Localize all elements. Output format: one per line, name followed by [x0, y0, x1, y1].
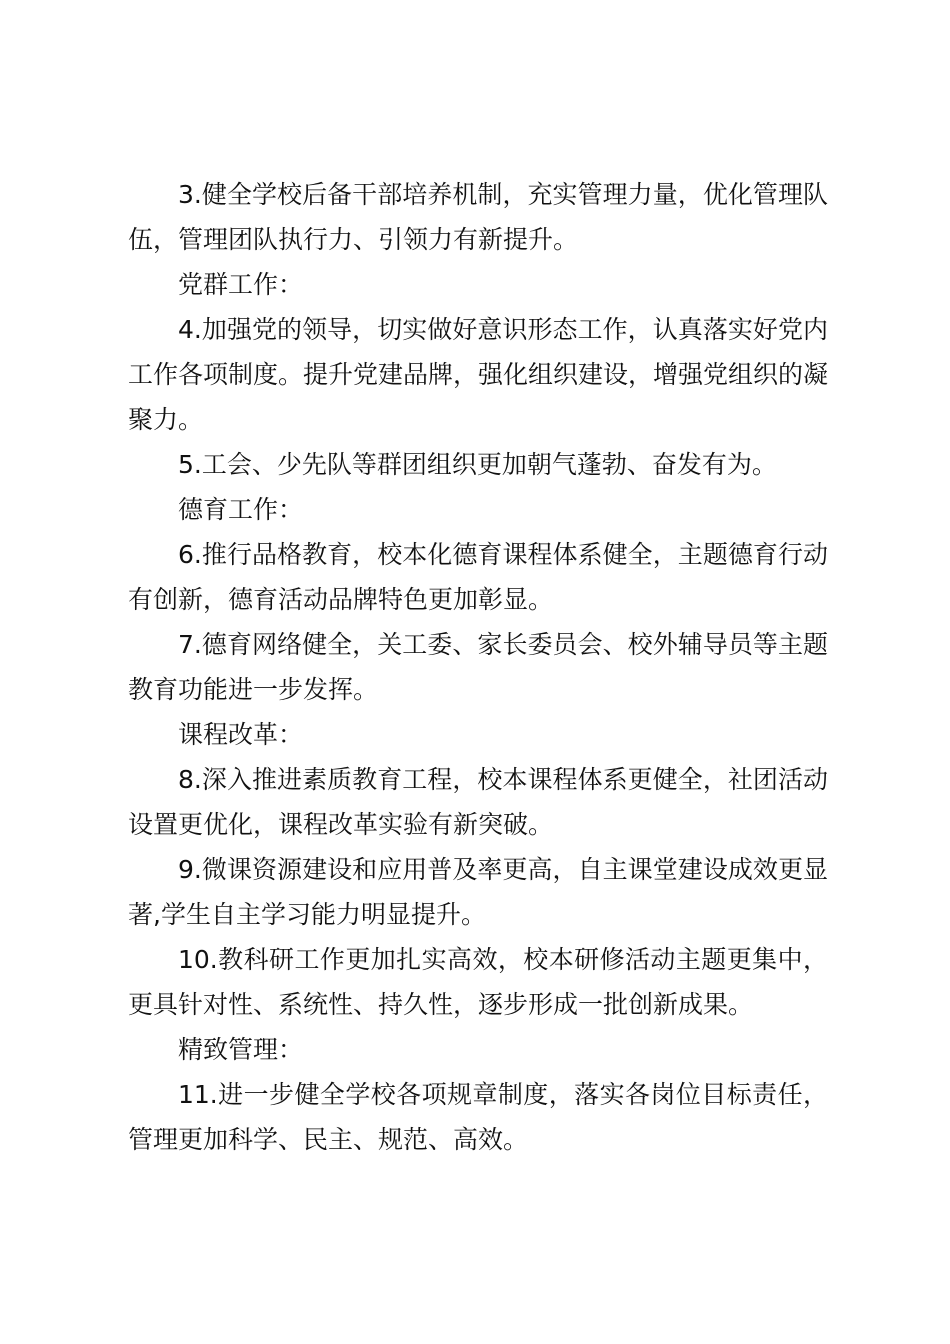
- paragraph-item-11: 11.进一步健全学校各项规章制度，落实各岗位目标责任，管理更加科学、民主、规范、高效。: [128, 1080, 828, 1154]
- document-body: [128, 172, 828, 1162]
- paragraph-item-4: 4.加强党的领导，切实做好意识形态工作，认真落实好党内工作各项制度。提升党建品牌，强化组织建设，增强党组织的凝聚力。: [128, 315, 829, 434]
- section-heading-curriculum-reform: 课程改革：: [178, 720, 304, 749]
- paragraph-item-10: 10.教科研工作更加扎实高效，校本研修活动主题更集中，更具针对性、系统性、持久性，逐步形成一批创新成果。: [128, 945, 828, 1019]
- section-heading-moral-education: 德育工作：: [178, 495, 304, 524]
- paragraph-item-5: 5.工会、少先队等群团组织更加朝气蓬勃、奋发有为。: [178, 450, 777, 479]
- paragraph-item-7: 7.德育网络健全，关工委、家长委员会、校外辅导员等主题教育功能进一步发挥。: [128, 630, 828, 704]
- paragraph-item-6: 6.推行品格教育，校本化德育课程体系健全，主题德育行动有创新，德育活动品牌特色更加彰显。: [128, 540, 828, 614]
- paragraph-item-8: 8.深入推进素质教育工程，校本课程体系更健全，社团活动设置更优化，课程改革实验有新突破。: [128, 765, 828, 839]
- paragraph-item-9: 9.微课资源建设和应用普及率更高，自主课堂建设成效更显著,学生自主学习能力明显提升。: [128, 855, 828, 929]
- section-heading-party: 党群工作：: [178, 270, 304, 299]
- paragraph-item-3: 3.健全学校后备干部培养机制，充实管理力量，优化管理队伍，管理团队执行力、引领力有新提升。: [128, 180, 828, 254]
- section-heading-refined-management: 精致管理：: [178, 1035, 304, 1064]
